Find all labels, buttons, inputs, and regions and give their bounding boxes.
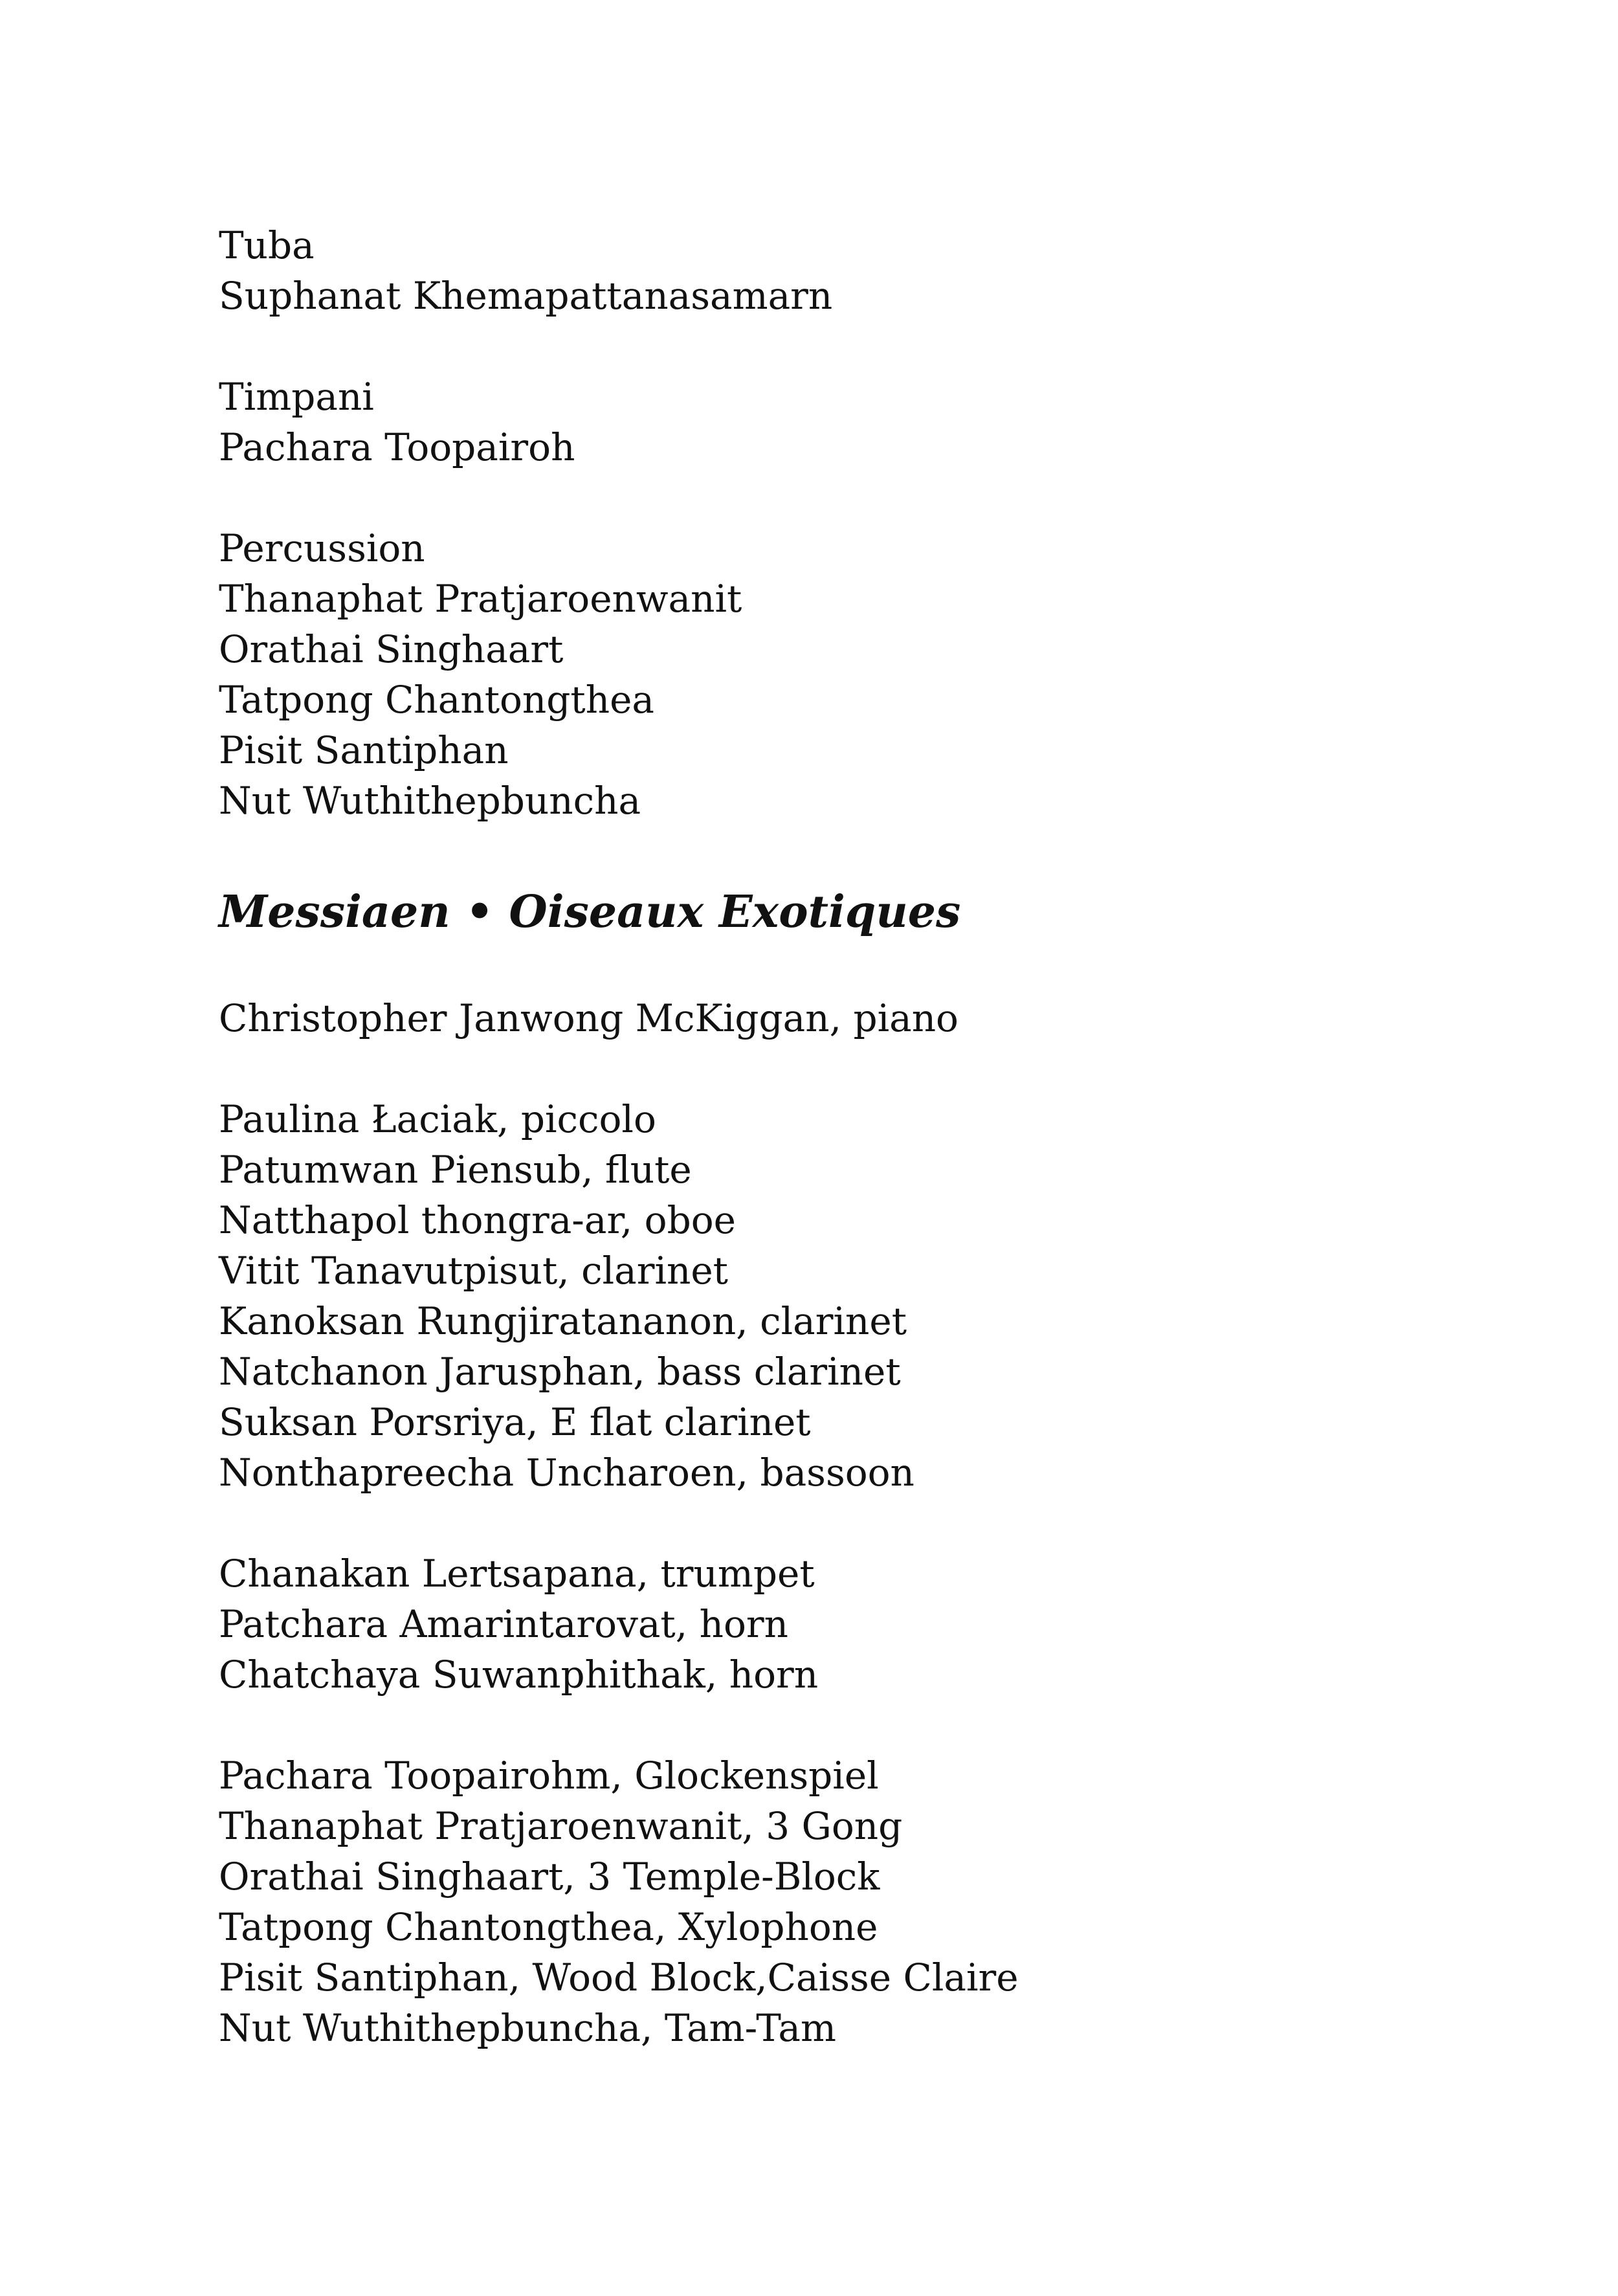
woodwind-player: Natchanon Jarusphan, bass clarinet [219,1350,901,1394]
section-label-percussion: Percussion [219,526,425,570]
spacer [219,1043,1513,1094]
soloist-line: Christopher Janwong McKiggan, piano [219,996,959,1040]
piece-title: Messiaen • Oiseaux Exotiques [219,886,961,938]
roster-content [219,220,1513,2053]
percussion-player: Nut Wuthithepbuncha, Tam-Tam [219,2006,836,2050]
performer-name: Tatpong Chantongthea [219,678,654,722]
spacer [219,1498,1513,1548]
brass-player: Patchara Amarintarovat, horn [219,1602,788,1646]
percussion-player: Tatpong Chantongthea, Xylophone [219,1905,878,1949]
woodwind-player: Natthapol thongra-ar, oboe [219,1198,736,1242]
woodwind-player: Suksan Porsriya, E flat clarinet [219,1400,811,1444]
spacer [219,1700,1513,1750]
performer-name: Pisit Santiphan [219,728,509,772]
woodwind-player: Vitit Tanavutpisut, clarinet [219,1249,728,1293]
performer-name: Thanaphat Pratjaroenwanit [219,577,742,621]
woodwind-player: Nonthapreecha Uncharoen, bassoon [219,1451,914,1495]
brass-player: Chatchaya Suwanphithak, horn [219,1653,819,1697]
woodwind-player: Patumwan Piensub, flute [219,1148,692,1192]
spacer [219,473,1513,523]
woodwind-player: Paulina Łaciak, piccolo [219,1097,656,1141]
performer-name: Pachara Toopairoh [219,425,575,469]
spacer [219,826,1513,876]
performer-name: Nut Wuthithepbuncha [219,779,641,823]
section-label-tuba: Tuba [219,223,315,267]
percussion-player: Pisit Santiphan, Wood Block,Caisse Claire [219,1956,1019,2000]
percussion-player: Orathai Singhaart, 3 Temple-Block [219,1855,880,1899]
performer-name: Orathai Singhaart [219,627,564,671]
performer-name: Suphanat Khemapattanasamarn [219,274,833,318]
brass-player: Chanakan Lertsapana, trumpet [219,1552,815,1596]
section-label-timpani: Timpani [219,375,374,419]
woodwind-player: Kanoksan Rungjiratananon, clarinet [219,1299,907,1343]
percussion-player: Thanaphat Pratjaroenwanit, 3 Gong [219,1804,903,1848]
spacer [219,321,1513,372]
percussion-player: Pachara Toopairohm, Glockenspiel [219,1754,879,1798]
